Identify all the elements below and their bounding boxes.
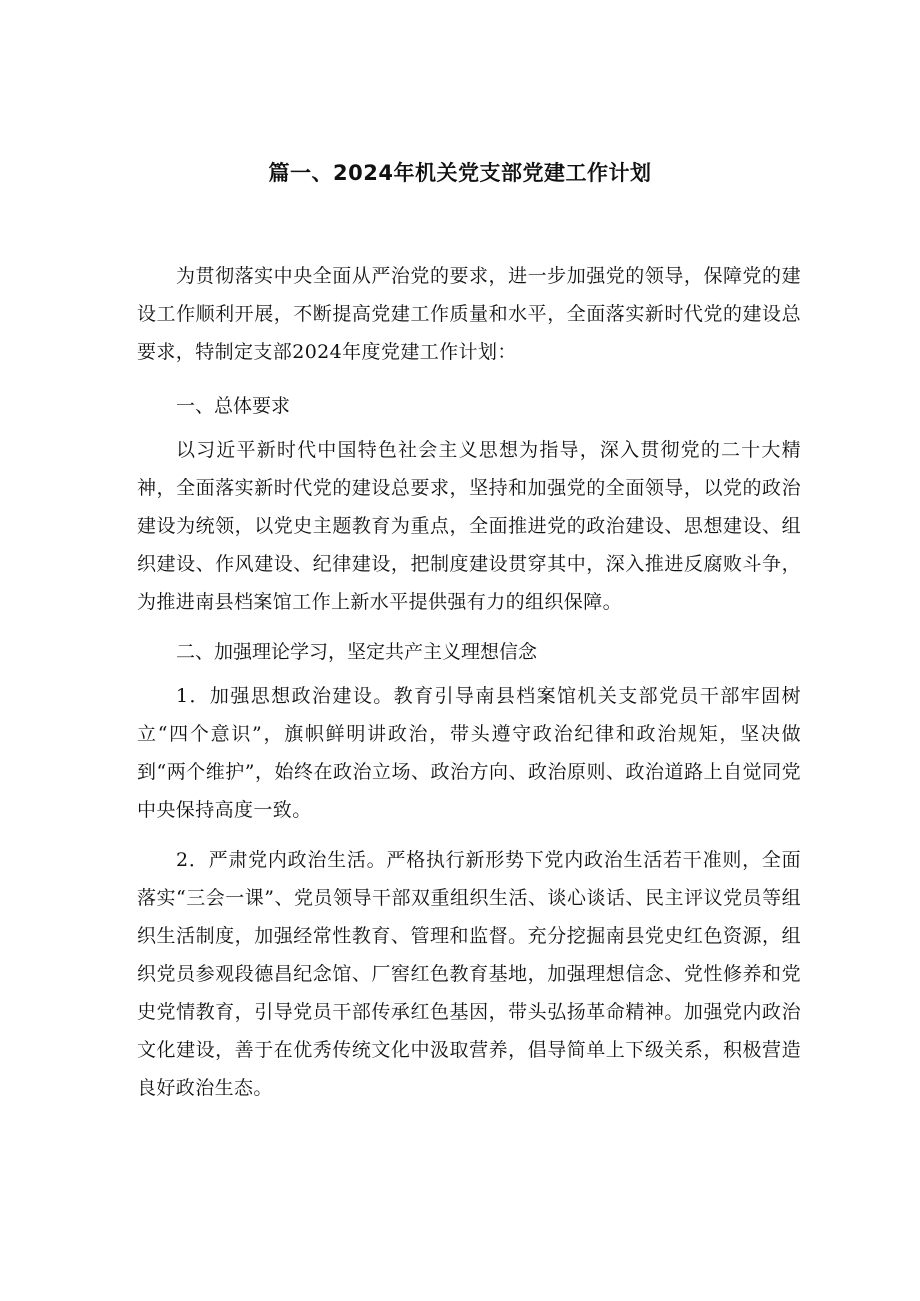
section-2-item-1: 1．加强思想政治建设。教育引导南县档案馆机关支部党员干部牢固树立“四个意识”，旗帜鲜明讲政治，带头遵守政治纪律和政治规矩，坚决做到“两个维护”，始终在政治立场、政治方向、政治原则、政治道路上自觉同党中央保持高度一致。 — [137, 685, 801, 821]
document-body — [137, 257, 801, 1107]
section-1-heading: 一、总体要求 — [176, 395, 291, 417]
document-title: 篇一、2024年机关党支部党建工作计划 — [268, 161, 652, 185]
section-1-paragraph: 以习近平新时代中国特色社会主义思想为指导，深入贯彻党的二十大精神，全面落实新时代党的建设总要求，坚持和加强党的全面领导，以党的政治建设为统领，以党史主题教育为重点，全面推进党的政治建设、思想建设、组织建设、作风建设、纪律建设，把制度建设贯穿其中，深入推进反腐败斗争，为推进南县档案馆工作上新水平提供强有力的组织保障。 — [137, 439, 801, 613]
intro-paragraph: 为贯彻落实中央全面从严治党的要求，进一步加强党的领导，保障党的建设工作顺利开展，不断提高党建工作质量和水平，全面落实新时代党的建设总要求，特制定支部2024年度党建工作计划： — [137, 265, 801, 363]
section-2-item-2: 2．严肃党内政治生活。严格执行新形势下党内政治生活若干准则，全面落实“三会一课”、党员领导干部双重组织生活、谈心谈话、民主评议党员等组织生活制度，加强经常性教育、管理和监督。充分挖掘南县党史红色资源，组织党员参观段德昌纪念馆、厂窖红色教育基地，加强理想信念、党性修养和党史党情教育，引导党员干部传承红色基因，带头弘扬革命精神。加强党内政治文化建设，善于在优秀传统文化中汲取营养，倡导简单上下级关系，积极营造良好政治生态。 — [137, 849, 801, 1099]
section-2-heading: 二、加强理论学习，坚定共产主义理想信念 — [176, 641, 538, 663]
